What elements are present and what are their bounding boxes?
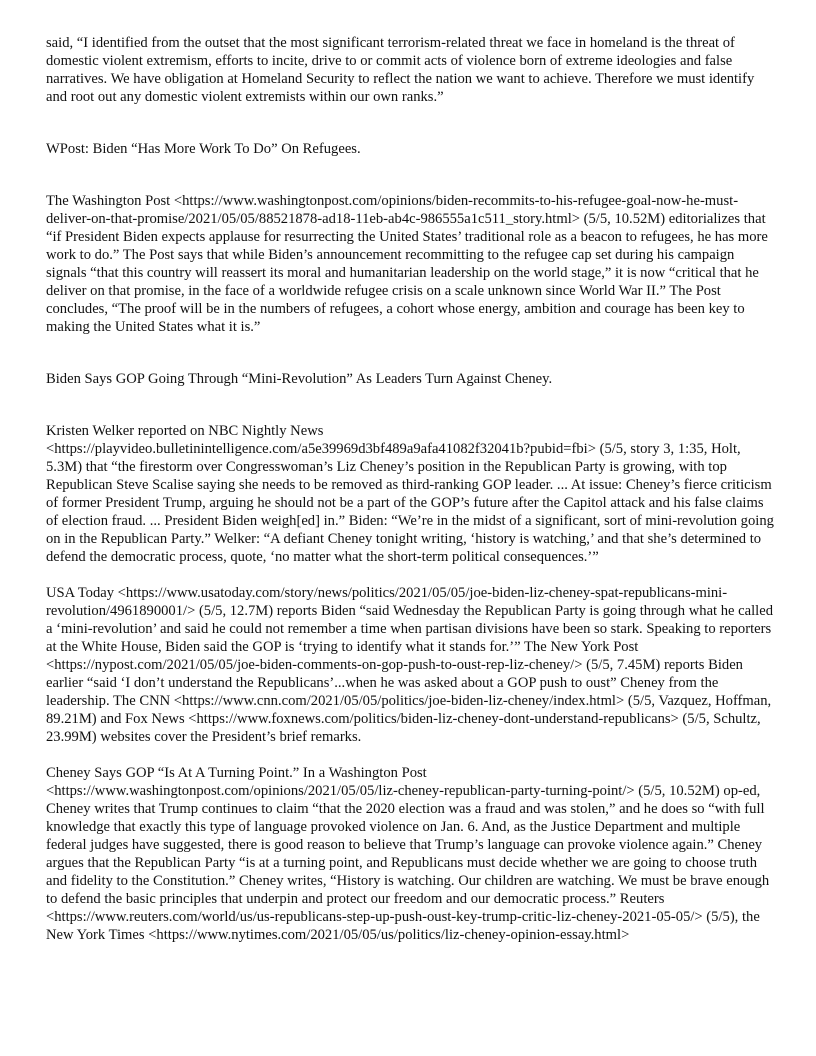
spacer [46,388,776,422]
spacer [46,106,776,140]
spacer [46,746,776,764]
spacer [46,336,776,370]
wpost-refugees-paragraph: The Washington Post <https://www.washingtonpost.com/opinions/biden-recommits-to-his-refugee-goal-now-he-must-deliver-on-that-promise/2021/05/05/88521878-ad18-11eb-ab4c-986555a1c511_story.html> (5/5, 10.52M) editorializes that “if President Biden expects applause for resurrecting the United States’ traditional role as a beacon to refugees, he has more work to do.” The Post says that while Biden’s announcement recommitting to the refugee cap set during his campaign signals “that this country will reassert its moral and humanitarian leadership on the world stage,” it is now “critical that he deliver on that promise, in the face of a worldwide refugee crisis on a scale unknown since World War II.” The Post concludes, “The proof will be in the numbers of refugees, a cohort whose energy, ambition and courage has been key to making the United States what it is.” [46,193,768,335]
dhs-quote-paragraph: said, “I identified from the outset that the most significant terrorism-related threat we face in homeland is the threat of domestic violent extremism, efforts to incite, drive to or commit acts of violence born of extreme ideologies and false narratives. We have obligation at Homeland Security to reflect the nation we want to achieve. Therefore we must identify and root out any domestic violent extremists within our own ranks.” [46,35,755,105]
spacer [46,158,776,192]
spacer [46,566,776,584]
nbc-welker-paragraph: Kristen Welker reported on NBC Nightly News <https://playvideo.bulletinintelligence.com/a5e39969d3bf489a9afa41082f32041b?pubid=fbi> (5/5, story 3, 1:35, Holt, 5.3M) that “the firestorm over Congresswoman’s Liz Cheney’s position in the Republican Party is growing, with top Republican Steve Scalise saying she needs to be removed as third-ranking GOP leader. ... At issue: Cheney’s fierce criticism of former President Trump, arguing he should not be a part of the GOP’s future after the Capitol attack and his false claims of election fraud. ... President Biden weigh[ed] in.” Biden: “We’re in the midst of a significant, sort of mini-revolution going on in the Republican Party.” Welker: “A defiant Cheney tonight writing, ‘history is watching,’ and that she’s determined to defend the democratic process, quote, ‘no matter what the short-term political consequences.’” [46,423,774,565]
mini-revolution-headline: Biden Says GOP Going Through “Mini-Revolution” As Leaders Turn Against Cheney. [46,371,553,387]
usa-today-paragraph: USA Today <https://www.usatoday.com/story/news/politics/2021/05/05/joe-biden-liz-cheney-spat-republicans-mini-revolution/4961890001/> (5/5, 12.7M) reports Biden “said Wednesday the Republican Party is going through what he called a ‘mini-revolution’ and said he could not remember a time when partisan divisions have been so stark. Speaking to reporters at the White House, Biden said the GOP is ‘trying to identify what it stands for.’” The New York Post <https://nypost.com/2021/05/05/joe-biden-comments-on-gop-push-to-oust-rep-liz-cheney/> (5/5, 7.45M) reports Biden earlier “said ‘I don’t understand the Republicans’...when he was asked about a GOP push to oust” Cheney from the leadership. The CNN <https://www.cnn.com/2021/05/05/politics/joe-biden-liz-cheney/index.html> (5/5, Vazquez, Hoffman, 89.21M) and Fox News <https://www.foxnews.com/politics/biden-liz-cheney-dont-understand-republicans> (5/5, Schultz, 23.99M) websites cover the President’s brief remarks. [46,585,774,745]
cheney-turning-point-paragraph: Cheney Says GOP “Is At A Turning Point.” In a Washington Post <https://www.washingtonpost.com/opinions/2021/05/05/liz-cheney-republican-party-turning-point/> (5/5, 10.52M) op-ed, Cheney writes that Trump continues to claim “that the 2020 election was a fraud and was stolen,” and he does so “with full knowledge that exactly this type of language provoked violence on Jan. 6. And, as the Justice Department and multiple federal judges have suggested, there is good reason to believe that Trump’s language can provoke violence again.” Cheney argues that the Republican Party “is at a turning point, and Republicans must decide whether we are going to choose truth and fidelity to the Constitution.” Cheney writes, “History is watching. Our children are watching. We must be brave enough to defend the basic principles that underpin and protect our freedom and our democratic process.” Reuters <https://www.reuters.com/world/us/us-republicans-step-up-push-oust-key-trump-critic-liz-cheney-2021-05-05/> (5/5), the New York Times <https://www.nytimes.com/2021/05/05/us/politics/liz-cheney-opinion-essay.html> [46,765,770,943]
refugees-headline: WPost: Biden “Has More Work To Do” On Refugees. [46,141,361,157]
document-page [46,34,776,944]
